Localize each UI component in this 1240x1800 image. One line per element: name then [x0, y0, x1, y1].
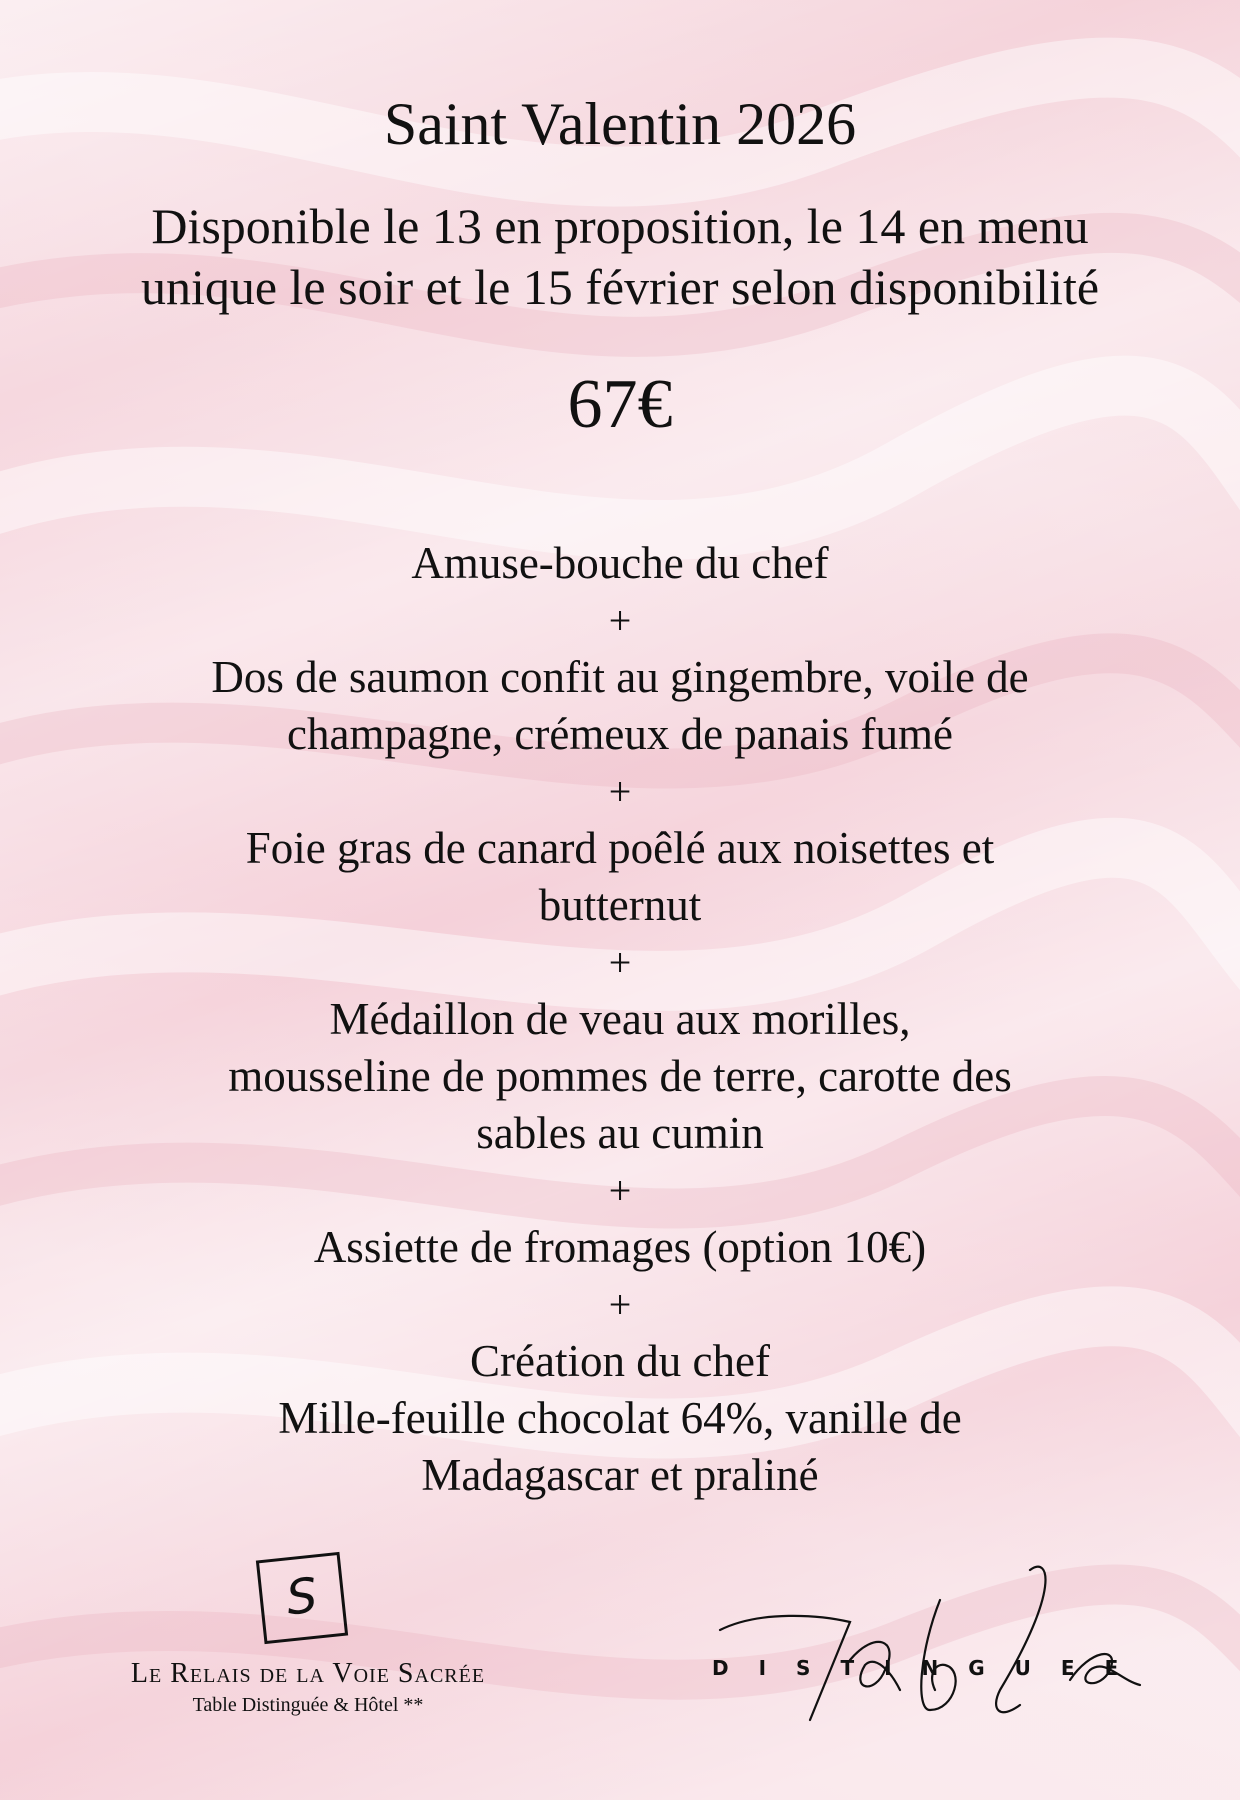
distinguee-letters: DISTINGUEE — [712, 1656, 1149, 1680]
course-line: Amuse-bouche du chef — [411, 538, 829, 588]
logo-tagline: Table Distinguée & Hôtel ** — [192, 1694, 424, 1716]
course-item — [60, 991, 1180, 1162]
availability-text — [60, 196, 1180, 318]
course-item — [60, 1333, 1180, 1504]
menu-price: 67€ — [567, 366, 673, 443]
course-line: sables au cumin — [476, 1108, 764, 1158]
course-line: Médaillon de veau aux morilles, — [329, 994, 911, 1044]
course-item — [60, 820, 1180, 934]
course-line: Mille-feuille chocolat 64%, vanille de — [278, 1393, 962, 1443]
logo-name: Le Relais de la Voie Sacrée — [130, 1658, 486, 1689]
course-line: Assiette de fromages (option 10€) — [313, 1222, 927, 1272]
course-line: Dos de saumon confit au gingembre, voile de — [211, 652, 1029, 702]
course-separator: + — [608, 1282, 632, 1327]
course-separator: + — [608, 598, 632, 643]
monogram-box — [256, 1552, 348, 1644]
course-list — [60, 535, 1180, 1504]
table-distinguee-logo — [700, 1560, 1180, 1740]
course-separator: + — [608, 769, 632, 814]
table-script-logo — [700, 1560, 1180, 1740]
course-line: Madagascar et praliné — [421, 1450, 819, 1500]
course-line: mousseline de pommes de terre, carotte des — [228, 1051, 1012, 1101]
course-item — [60, 1219, 1180, 1276]
availability-line: Disponible le 13 en proposition, le 14 en menu — [151, 198, 1089, 254]
course-separator: + — [608, 1168, 632, 1213]
relais-logo — [108, 1548, 508, 1728]
course-separator: + — [608, 940, 632, 985]
course-line: butternut — [538, 880, 702, 930]
course-line: champagne, crémeux de panais fumé — [287, 709, 953, 759]
course-item — [60, 649, 1180, 763]
monogram-letter: S — [283, 1567, 320, 1627]
course-line: Foie gras de canard poêlé aux noisettes et — [245, 823, 995, 873]
availability-line: unique le soir et le 15 février selon disponibilité — [140, 259, 1100, 315]
page-title: Saint Valentin 2026 — [383, 91, 857, 157]
course-line: Création du chef — [470, 1336, 770, 1386]
course-item — [60, 535, 1180, 592]
